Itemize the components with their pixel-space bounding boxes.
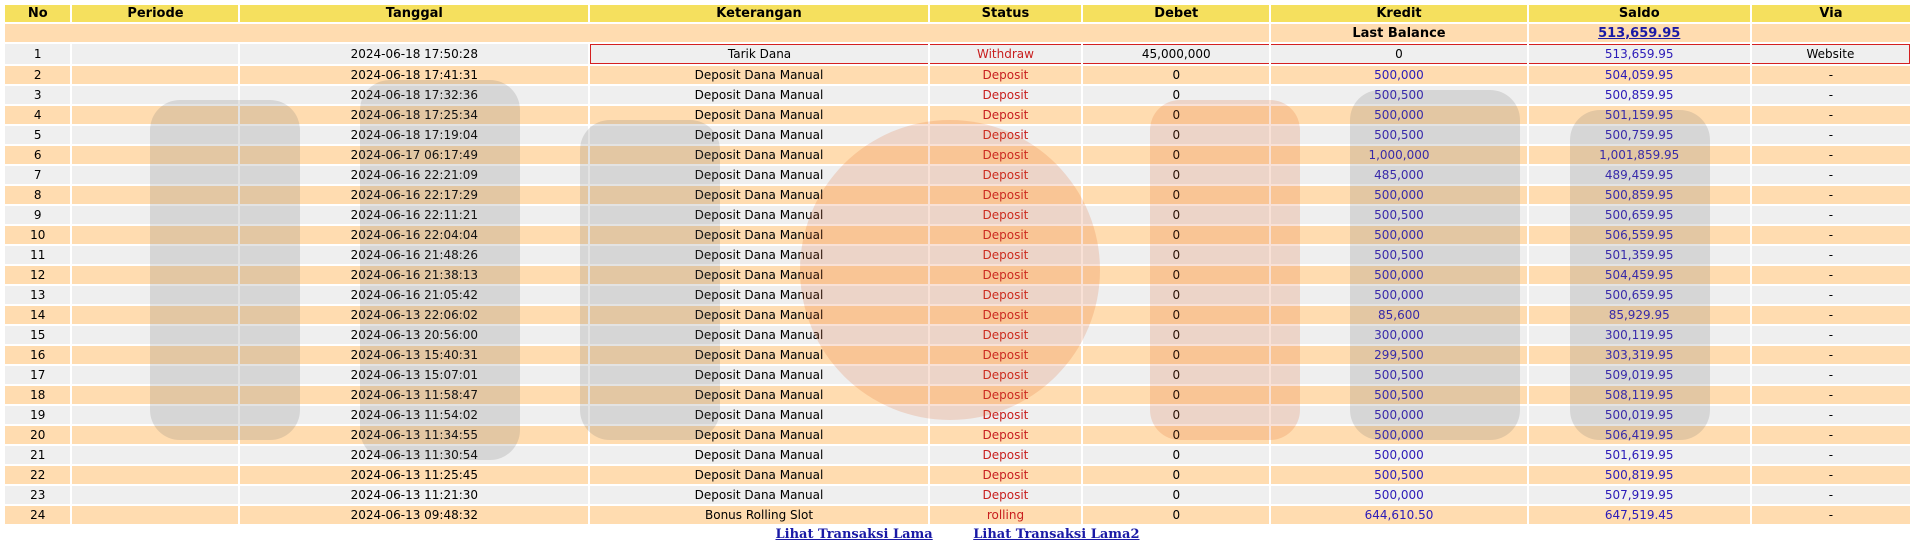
header-saldo: Saldo (1529, 5, 1750, 22)
cell-status: Deposit (930, 406, 1081, 424)
cell-kredit: 500,500 (1271, 126, 1526, 144)
table-row (5, 286, 1910, 304)
cell-periode (72, 66, 238, 84)
cell-debet: 0 (1083, 246, 1269, 264)
cell-no: 3 (5, 86, 70, 104)
table-row (5, 406, 1910, 424)
cell-kredit: 1,000,000 (1271, 146, 1526, 164)
table-row (5, 326, 1910, 344)
table-row (5, 366, 1910, 384)
cell-kredit: 500,000 (1271, 426, 1526, 444)
cell-via: - (1752, 86, 1910, 104)
cell-via: Website (1752, 44, 1910, 64)
cell-status: Withdraw (930, 44, 1081, 64)
cell-tanggal: 2024-06-13 11:30:54 (240, 446, 588, 464)
cell-debet: 0 (1083, 266, 1269, 284)
cell-keterangan: Deposit Dana Manual (590, 426, 928, 444)
cell-saldo: 508,119.95 (1529, 386, 1750, 404)
cell-tanggal: 2024-06-16 22:21:09 (240, 166, 588, 184)
cell-periode (72, 326, 238, 344)
cell-status: Deposit (930, 486, 1081, 504)
cell-keterangan: Deposit Dana Manual (590, 406, 928, 424)
old-transactions-2-link[interactable]: Lihat Transaksi Lama2 (973, 527, 1140, 542)
cell-status: Deposit (930, 126, 1081, 144)
header-status: Status (930, 5, 1081, 22)
cell-keterangan: Deposit Dana Manual (590, 466, 928, 484)
cell-tanggal: 2024-06-18 17:19:04 (240, 126, 588, 144)
table-row (5, 226, 1910, 244)
cell-periode (72, 406, 238, 424)
cell-status: Deposit (930, 426, 1081, 444)
cell-via: - (1752, 66, 1910, 84)
cell-saldo: 500,659.95 (1529, 286, 1750, 304)
cell-status: Deposit (930, 206, 1081, 224)
cell-keterangan: Deposit Dana Manual (590, 306, 928, 324)
cell-saldo: 500,859.95 (1529, 186, 1750, 204)
cell-periode (72, 466, 238, 484)
cell-status: Deposit (930, 366, 1081, 384)
cell-periode (72, 506, 238, 524)
cell-debet: 0 (1083, 466, 1269, 484)
cell-saldo: 507,919.95 (1529, 486, 1750, 504)
cell-debet: 0 (1083, 106, 1269, 124)
cell-status: Deposit (930, 86, 1081, 104)
cell-debet: 0 (1083, 346, 1269, 364)
cell-periode (72, 106, 238, 124)
cell-debet: 0 (1083, 146, 1269, 164)
cell-status: rolling (930, 506, 1081, 524)
cell-keterangan: Deposit Dana Manual (590, 106, 928, 124)
cell-periode (72, 366, 238, 384)
header-via: Via (1752, 5, 1910, 22)
cell-status: Deposit (930, 186, 1081, 204)
cell-keterangan: Deposit Dana Manual (590, 166, 928, 184)
cell-via: - (1752, 106, 1910, 124)
cell-status: Deposit (930, 246, 1081, 264)
cell-kredit: 0 (1271, 44, 1526, 64)
cell-kredit: 500,000 (1271, 226, 1526, 244)
cell-periode (72, 426, 238, 444)
cell-saldo: 85,929.95 (1529, 306, 1750, 324)
cell-tanggal: 2024-06-13 09:48:32 (240, 506, 588, 524)
table-row (5, 44, 1910, 64)
cell-saldo: 500,759.95 (1529, 126, 1750, 144)
cell-kredit: 500,000 (1271, 286, 1526, 304)
table-row (5, 106, 1910, 124)
cell-kredit: 500,500 (1271, 86, 1526, 104)
cell-debet: 0 (1083, 126, 1269, 144)
cell-kredit: 500,000 (1271, 186, 1526, 204)
table-row (5, 266, 1910, 284)
cell-debet: 0 (1083, 366, 1269, 384)
table-row (5, 66, 1910, 84)
cell-tanggal: 2024-06-16 21:05:42 (240, 286, 588, 304)
cell-saldo: 504,459.95 (1529, 266, 1750, 284)
cell-tanggal: 2024-06-13 11:54:02 (240, 406, 588, 424)
old-transactions-link[interactable]: Lihat Transaksi Lama (775, 527, 933, 542)
cell-status: Deposit (930, 326, 1081, 344)
transaction-history (3, 3, 1912, 542)
cell-status: Deposit (930, 446, 1081, 464)
cell-debet: 0 (1083, 286, 1269, 304)
table-row (5, 206, 1910, 224)
cell-saldo: 489,459.95 (1529, 166, 1750, 184)
cell-tanggal: 2024-06-13 20:56:00 (240, 326, 588, 344)
cell-keterangan: Deposit Dana Manual (590, 386, 928, 404)
cell-saldo: 506,419.95 (1529, 426, 1750, 444)
cell-status: Deposit (930, 266, 1081, 284)
cell-no: 2 (5, 66, 70, 84)
cell-periode (72, 446, 238, 464)
cell-debet: 0 (1083, 446, 1269, 464)
cell-no: 21 (5, 446, 70, 464)
cell-kredit: 500,000 (1271, 406, 1526, 424)
cell-debet: 0 (1083, 486, 1269, 504)
cell-saldo: 647,519.45 (1529, 506, 1750, 524)
cell-via: - (1752, 206, 1910, 224)
cell-keterangan: Deposit Dana Manual (590, 366, 928, 384)
cell-no: 22 (5, 466, 70, 484)
cell-saldo: 501,159.95 (1529, 106, 1750, 124)
cell-no: 10 (5, 226, 70, 244)
cell-keterangan: Deposit Dana Manual (590, 206, 928, 224)
cell-periode (72, 286, 238, 304)
table-row (5, 506, 1910, 524)
cell-periode (72, 126, 238, 144)
cell-keterangan: Deposit Dana Manual (590, 326, 928, 344)
cell-debet: 0 (1083, 226, 1269, 244)
cell-no: 13 (5, 286, 70, 304)
cell-saldo: 303,319.95 (1529, 346, 1750, 364)
cell-no: 6 (5, 146, 70, 164)
cell-via: - (1752, 166, 1910, 184)
cell-tanggal: 2024-06-13 15:40:31 (240, 346, 588, 364)
cell-no: 14 (5, 306, 70, 324)
cell-no: 8 (5, 186, 70, 204)
cell-debet: 0 (1083, 326, 1269, 344)
cell-status: Deposit (930, 106, 1081, 124)
cell-periode (72, 186, 238, 204)
cell-kredit: 500,500 (1271, 386, 1526, 404)
cell-keterangan: Deposit Dana Manual (590, 146, 928, 164)
cell-keterangan: Bonus Rolling Slot (590, 506, 928, 524)
cell-via: - (1752, 446, 1910, 464)
cell-saldo: 500,659.95 (1529, 206, 1750, 224)
cell-no: 1 (5, 44, 70, 64)
cell-via: - (1752, 346, 1910, 364)
cell-no: 17 (5, 366, 70, 384)
cell-tanggal: 2024-06-13 11:25:45 (240, 466, 588, 484)
cell-debet: 0 (1083, 206, 1269, 224)
cell-debet: 0 (1083, 406, 1269, 424)
table-row (5, 466, 1910, 484)
cell-tanggal: 2024-06-16 21:38:13 (240, 266, 588, 284)
table-row (5, 146, 1910, 164)
last-balance-label: Last Balance (1271, 24, 1526, 42)
cell-kredit: 500,500 (1271, 246, 1526, 264)
table-row (5, 246, 1910, 264)
cell-saldo: 500,819.95 (1529, 466, 1750, 484)
header-no: No (5, 5, 70, 22)
cell-keterangan: Deposit Dana Manual (590, 126, 928, 144)
last-balance-value: 513,659.95 (1529, 24, 1750, 42)
cell-via: - (1752, 326, 1910, 344)
cell-tanggal: 2024-06-13 11:58:47 (240, 386, 588, 404)
cell-kredit: 500,500 (1271, 466, 1526, 484)
cell-via: - (1752, 486, 1910, 504)
cell-no: 16 (5, 346, 70, 364)
header-tanggal: Tanggal (240, 5, 588, 22)
cell-status: Deposit (930, 466, 1081, 484)
cell-via: - (1752, 506, 1910, 524)
cell-via: - (1752, 306, 1910, 324)
cell-saldo: 500,859.95 (1529, 86, 1750, 104)
cell-no: 5 (5, 126, 70, 144)
cell-periode (72, 44, 238, 64)
cell-debet: 0 (1083, 66, 1269, 84)
cell-tanggal: 2024-06-17 06:17:49 (240, 146, 588, 164)
table-row (5, 86, 1910, 104)
cell-status: Deposit (930, 346, 1081, 364)
table-row (5, 346, 1910, 364)
cell-debet: 0 (1083, 426, 1269, 444)
cell-keterangan: Deposit Dana Manual (590, 186, 928, 204)
cell-debet: 0 (1083, 166, 1269, 184)
cell-via: - (1752, 266, 1910, 284)
header-periode: Periode (72, 5, 238, 22)
cell-status: Deposit (930, 386, 1081, 404)
cell-no: 9 (5, 206, 70, 224)
cell-tanggal: 2024-06-18 17:25:34 (240, 106, 588, 124)
cell-saldo: 501,619.95 (1529, 446, 1750, 464)
cell-tanggal: 2024-06-13 11:34:55 (240, 426, 588, 444)
cell-tanggal: 2024-06-13 15:07:01 (240, 366, 588, 384)
table-row (5, 126, 1910, 144)
cell-keterangan: Deposit Dana Manual (590, 286, 928, 304)
cell-keterangan: Deposit Dana Manual (590, 246, 928, 264)
cell-via: - (1752, 426, 1910, 444)
cell-saldo: 509,019.95 (1529, 366, 1750, 384)
cell-kredit: 500,000 (1271, 446, 1526, 464)
header-debet: Debet (1083, 5, 1269, 22)
last-balance-spacer (5, 24, 1269, 42)
cell-periode (72, 206, 238, 224)
cell-kredit: 300,000 (1271, 326, 1526, 344)
cell-kredit: 644,610.50 (1271, 506, 1526, 524)
cell-via: - (1752, 286, 1910, 304)
cell-no: 15 (5, 326, 70, 344)
cell-periode (72, 86, 238, 104)
cell-tanggal: 2024-06-13 11:21:30 (240, 486, 588, 504)
table-row (5, 186, 1910, 204)
cell-debet: 0 (1083, 186, 1269, 204)
cell-status: Deposit (930, 286, 1081, 304)
cell-via: - (1752, 386, 1910, 404)
cell-status: Deposit (930, 226, 1081, 244)
table-row (5, 306, 1910, 324)
cell-via: - (1752, 366, 1910, 384)
cell-no: 23 (5, 486, 70, 504)
cell-via: - (1752, 226, 1910, 244)
last-balance-via (1752, 24, 1910, 42)
cell-keterangan: Deposit Dana Manual (590, 86, 928, 104)
cell-periode (72, 266, 238, 284)
cell-no: 7 (5, 166, 70, 184)
cell-tanggal: 2024-06-16 22:04:04 (240, 226, 588, 244)
cell-kredit: 500,000 (1271, 266, 1526, 284)
cell-saldo: 1,001,859.95 (1529, 146, 1750, 164)
pagination-links (3, 527, 1912, 542)
cell-periode (72, 386, 238, 404)
cell-via: - (1752, 466, 1910, 484)
cell-debet: 0 (1083, 306, 1269, 324)
cell-saldo: 504,059.95 (1529, 66, 1750, 84)
table-row (5, 426, 1910, 444)
cell-status: Deposit (930, 66, 1081, 84)
cell-kredit: 500,500 (1271, 206, 1526, 224)
cell-kredit: 500,000 (1271, 66, 1526, 84)
cell-periode (72, 346, 238, 364)
transaction-table (3, 3, 1912, 526)
cell-no: 24 (5, 506, 70, 524)
cell-periode (72, 146, 238, 164)
cell-keterangan: Deposit Dana Manual (590, 226, 928, 244)
cell-via: - (1752, 186, 1910, 204)
table-header-row (5, 5, 1910, 22)
table-row (5, 446, 1910, 464)
table-row (5, 166, 1910, 184)
cell-via: - (1752, 246, 1910, 264)
cell-debet: 45,000,000 (1083, 44, 1269, 64)
cell-no: 18 (5, 386, 70, 404)
cell-periode (72, 226, 238, 244)
cell-keterangan: Deposit Dana Manual (590, 266, 928, 284)
cell-periode (72, 166, 238, 184)
cell-tanggal: 2024-06-16 21:48:26 (240, 246, 588, 264)
cell-tanggal: 2024-06-13 22:06:02 (240, 306, 588, 324)
cell-saldo: 506,559.95 (1529, 226, 1750, 244)
table-row (5, 386, 1910, 404)
cell-tanggal: 2024-06-18 17:50:28 (240, 44, 588, 64)
cell-periode (72, 306, 238, 324)
cell-kredit: 485,000 (1271, 166, 1526, 184)
cell-debet: 0 (1083, 386, 1269, 404)
cell-status: Deposit (930, 146, 1081, 164)
cell-kredit: 500,500 (1271, 366, 1526, 384)
cell-saldo: 500,019.95 (1529, 406, 1750, 424)
cell-debet: 0 (1083, 86, 1269, 104)
header-kredit: Kredit (1271, 5, 1526, 22)
header-keterangan: Keterangan (590, 5, 928, 22)
cell-saldo: 300,119.95 (1529, 326, 1750, 344)
cell-keterangan: Tarik Dana (590, 44, 928, 64)
cell-status: Deposit (930, 166, 1081, 184)
cell-tanggal: 2024-06-18 17:32:36 (240, 86, 588, 104)
cell-periode (72, 246, 238, 264)
cell-via: - (1752, 146, 1910, 164)
cell-tanggal: 2024-06-16 22:11:21 (240, 206, 588, 224)
cell-keterangan: Deposit Dana Manual (590, 486, 928, 504)
cell-kredit: 500,000 (1271, 106, 1526, 124)
cell-kredit: 500,000 (1271, 486, 1526, 504)
cell-keterangan: Deposit Dana Manual (590, 446, 928, 464)
cell-kredit: 85,600 (1271, 306, 1526, 324)
cell-debet: 0 (1083, 506, 1269, 524)
cell-keterangan: Deposit Dana Manual (590, 66, 928, 84)
cell-no: 19 (5, 406, 70, 424)
cell-periode (72, 486, 238, 504)
cell-via: - (1752, 126, 1910, 144)
cell-tanggal: 2024-06-16 22:17:29 (240, 186, 588, 204)
cell-tanggal: 2024-06-18 17:41:31 (240, 66, 588, 84)
cell-saldo: 501,359.95 (1529, 246, 1750, 264)
cell-no: 12 (5, 266, 70, 284)
last-balance-row (5, 24, 1910, 42)
table-row (5, 486, 1910, 504)
cell-saldo: 513,659.95 (1529, 44, 1750, 64)
cell-kredit: 299,500 (1271, 346, 1526, 364)
cell-via: - (1752, 406, 1910, 424)
cell-no: 4 (5, 106, 70, 124)
cell-status: Deposit (930, 306, 1081, 324)
cell-no: 20 (5, 426, 70, 444)
cell-no: 11 (5, 246, 70, 264)
cell-keterangan: Deposit Dana Manual (590, 346, 928, 364)
